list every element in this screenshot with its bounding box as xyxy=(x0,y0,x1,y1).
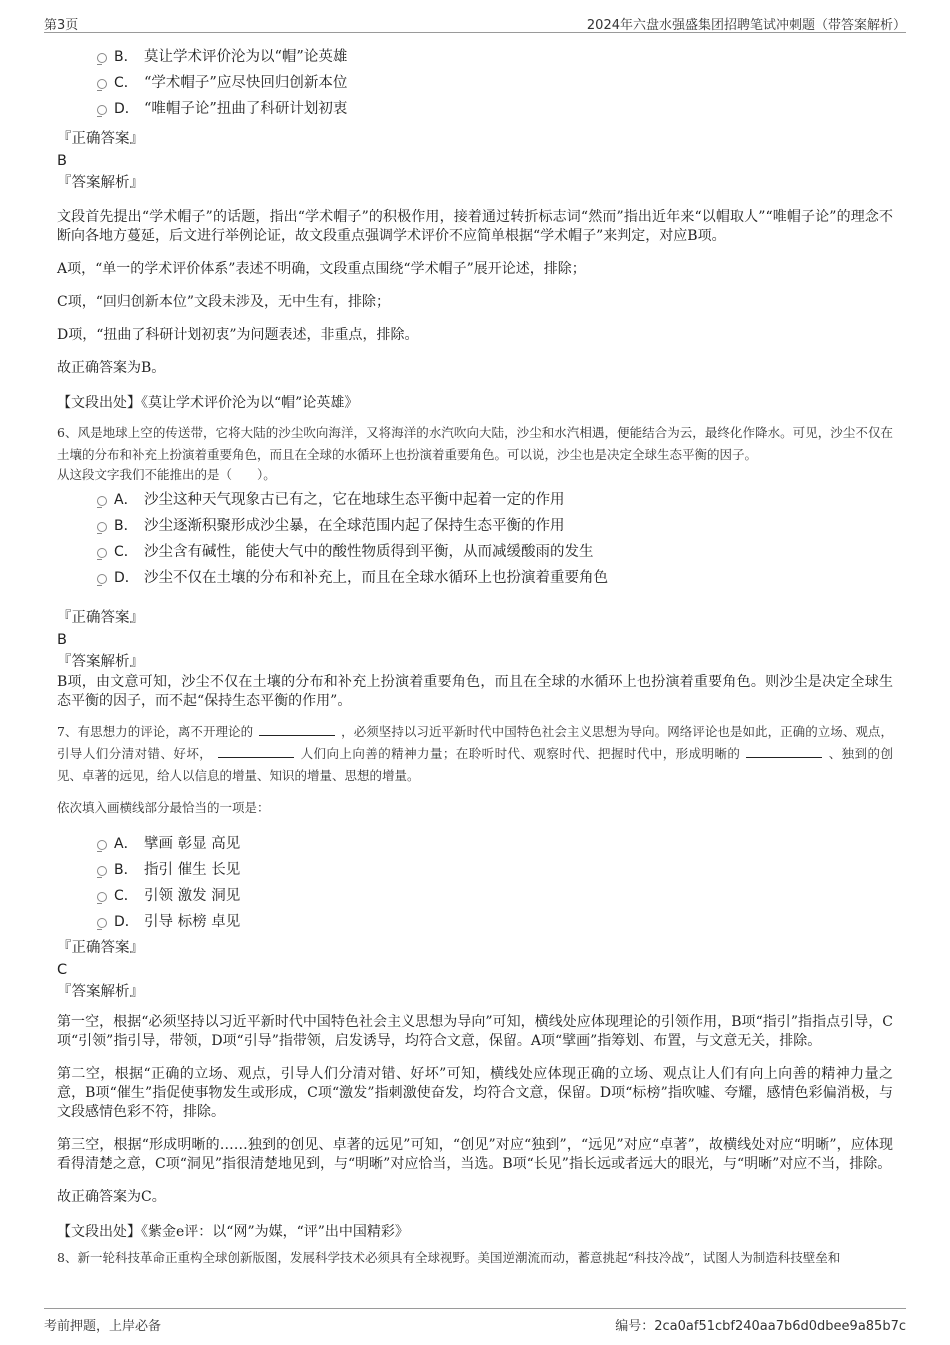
q7-option-b[interactable]: B． 指引 催生 长见 xyxy=(57,857,893,883)
document-title: 2024年六盘水强盛集团招聘笔试冲刺题（带答案解析） xyxy=(586,18,906,33)
q6-options xyxy=(57,487,893,591)
q5-analysis-2: A项，“单一的学术评价体系”表述不明确，文段重点围绕“学术帽子”展开论述，排除； xyxy=(57,261,586,277)
q8-stem: 8、新一轮科技革命正重构全球创新版图，发展科学技术必须具有全球视野。美国逆潮流而动，蓄意挑起“科技冷战”，试图人为制造科技壁垒和 xyxy=(57,1250,841,1265)
q7-analysis-2: 第二空，根据“正确的立场、观点，引导人们分清对错、好坏”可知，横线处应体现正确的立场、观点让人们有向上向善的精神力量之意，B项“催生”指促使事物发生或形成，C项“激发”指刺激使奋发，均符合文意，保留。D项“标榜”指吹嘘、夸耀，感情色彩偏消极，与文段感情色彩不符，排除。 xyxy=(57,1066,893,1120)
q7-analysis-4: 故正确答案为C。 xyxy=(57,1189,166,1205)
q6-option-b[interactable]: B． 沙尘逐渐积聚形成沙尘暴，在全球范围内起了保持生态平衡的作用 xyxy=(57,513,893,539)
q7-source: 【文段出处】《紫金e评：以“网”为媒，“评”出中国精彩》 xyxy=(57,1224,409,1240)
correct-answer-label: 『正确答案』 xyxy=(57,131,144,147)
q5-analysis-1: 文段首先提出“学术帽子”的话题，指出“学术帽子”的积极作用，接着通过转折标志词“然而”指出近年来“以帽取人”“唯帽子论”的理念不断向各地方蔓延，后文进行举例论证，故文段重点强调学术评价不应简单根据“学术帽子”来判定，对应B项。 xyxy=(57,209,893,244)
q7-question: 依次填入画横线部分最恰当的一项是： xyxy=(57,800,270,815)
radio-icon[interactable] xyxy=(97,53,107,63)
q7-analysis-3: 第三空，根据“形成明晰的……独到的创见、卓著的远见”可知，“创见”对应“独到”，“远见”对应“卓著”，故横线处对应“明晰”，应体现看得清楚之意，C项“洞见”指很清楚地见到，与“明晰”对应恰当，当选。B项“长见”指长远或者远大的眼光，与“明晰”对应不当，排除。 xyxy=(57,1137,893,1172)
q5-analysis-3: C项，“回归创新本位”文段未涉及，无中生有，排除； xyxy=(57,294,391,310)
q7-option-a[interactable]: A． 擘画 彰显 高见 xyxy=(57,831,893,857)
q6-stem: 6、风是地球上空的传送带，它将大陆的沙尘吹向海洋，又将海洋的水汽吹向大陆，沙尘和水汽相遇，便能结合为云，最终化作降水。可见，沙尘不仅在土壤的分布和补充上扮演着重要角色，而且在全球的水循环上也扮演着重要角色。可以说，沙尘也是决定全球生态平衡的因子。 xyxy=(57,425,893,462)
q5-analysis-4: D项，“扭曲了科研计划初衷”为问题表述，非重点，排除。 xyxy=(57,327,419,343)
radio-icon[interactable] xyxy=(97,840,107,850)
radio-icon[interactable] xyxy=(97,574,107,584)
q5-option-b[interactable]: B． 莫让学术评价沦为以“帽”论英雄 xyxy=(57,44,893,70)
fill-blank-3 xyxy=(746,745,822,758)
radio-icon[interactable] xyxy=(97,892,107,902)
q7-analysis-1: 第一空，根据“必须坚持以习近平新时代中国特色社会主义思想为导向”可知，横线处应体现理论的引领作用，B项“指引”指指点引导，C项“引领”指引导，带领，D项“引导”指带领，启发诱导，均符合文意，保留。A项“擘画”指筹划、布置，与文意无关，排除。 xyxy=(57,1014,893,1049)
page-header xyxy=(44,10,906,33)
q5-source: 【文段出处】《莫让学术评价沦为以“帽”论英雄》 xyxy=(57,395,359,411)
radio-icon[interactable] xyxy=(97,79,107,89)
q7-answer: C xyxy=(57,962,68,978)
analysis-label: 『答案解析』 xyxy=(57,984,144,1000)
radio-icon[interactable] xyxy=(97,522,107,532)
page-number: 第3页 xyxy=(44,18,79,33)
q7-option-c[interactable]: C． 引领 激发 洞见 xyxy=(57,883,893,909)
correct-answer-label: 『正确答案』 xyxy=(57,940,144,956)
analysis-label: 『答案解析』 xyxy=(57,175,144,191)
q7-stem: 7、有思想力的评论，离不开理论的 ，必须坚持以习近平新时代中国特色社会主义思想为导向。网络评论也是如此，正确的立场、观点，引导人们分清对错、好坏， 人们向上向善的精神力量；在聆听时代、观察时代、把握时代中，形成明晰的 、独到的创见、卓著的远见，给人以信息的增量、知识的增量、思想的增量。 xyxy=(57,724,893,783)
radio-icon[interactable] xyxy=(97,918,107,928)
fill-blank-1 xyxy=(259,723,335,736)
radio-icon[interactable] xyxy=(97,548,107,558)
q6-option-d[interactable]: D． 沙尘不仅在土壤的分布和补充上，而且在全球水循环上也扮演着重要角色 xyxy=(57,565,893,591)
q6-analysis: B项，由文意可知，沙尘不仅在土壤的分布和补充上扮演着重要角色，而且在全球的水循环上也扮演着重要角色。则沙尘是决定全球生态平衡的因子，而不起“保持生态平衡的作用”。 xyxy=(57,674,893,709)
q5-answer: B xyxy=(57,153,67,169)
q7-options xyxy=(57,831,893,935)
document-code: 编号：2ca0af51cbf240aa7b6d0dbee9a85b7c xyxy=(615,1319,906,1334)
q6-question: 从这段文字我们不能推出的是（ ）。 xyxy=(57,467,276,482)
radio-icon[interactable] xyxy=(97,105,107,115)
correct-answer-label: 『正确答案』 xyxy=(57,610,144,626)
analysis-label: 『答案解析』 xyxy=(57,654,144,670)
radio-icon[interactable] xyxy=(97,866,107,876)
q6-answer: B xyxy=(57,632,67,648)
q5-option-c[interactable]: C． “学术帽子”应尽快回归创新本位 xyxy=(57,70,893,96)
page-content xyxy=(57,40,893,1269)
q5-analysis-5: 故正确答案为B。 xyxy=(57,360,166,376)
q6-option-c[interactable]: C． 沙尘含有碱性，能使大气中的酸性物质得到平衡，从而减缓酸雨的发生 xyxy=(57,539,893,565)
q5-option-d[interactable]: D． “唯帽子论”扭曲了科研计划初衷 xyxy=(57,96,893,122)
page-footer xyxy=(44,1308,906,1335)
q5-options xyxy=(57,44,893,122)
q6-option-a[interactable]: A． 沙尘这种天气现象古已有之，它在地球生态平衡中起着一定的作用 xyxy=(57,487,893,513)
q7-option-d[interactable]: D． 引导 标榜 卓见 xyxy=(57,909,893,935)
fill-blank-2 xyxy=(218,745,294,758)
radio-icon[interactable] xyxy=(97,496,107,506)
footer-slogan: 考前押题，上岸必备 xyxy=(44,1319,162,1334)
